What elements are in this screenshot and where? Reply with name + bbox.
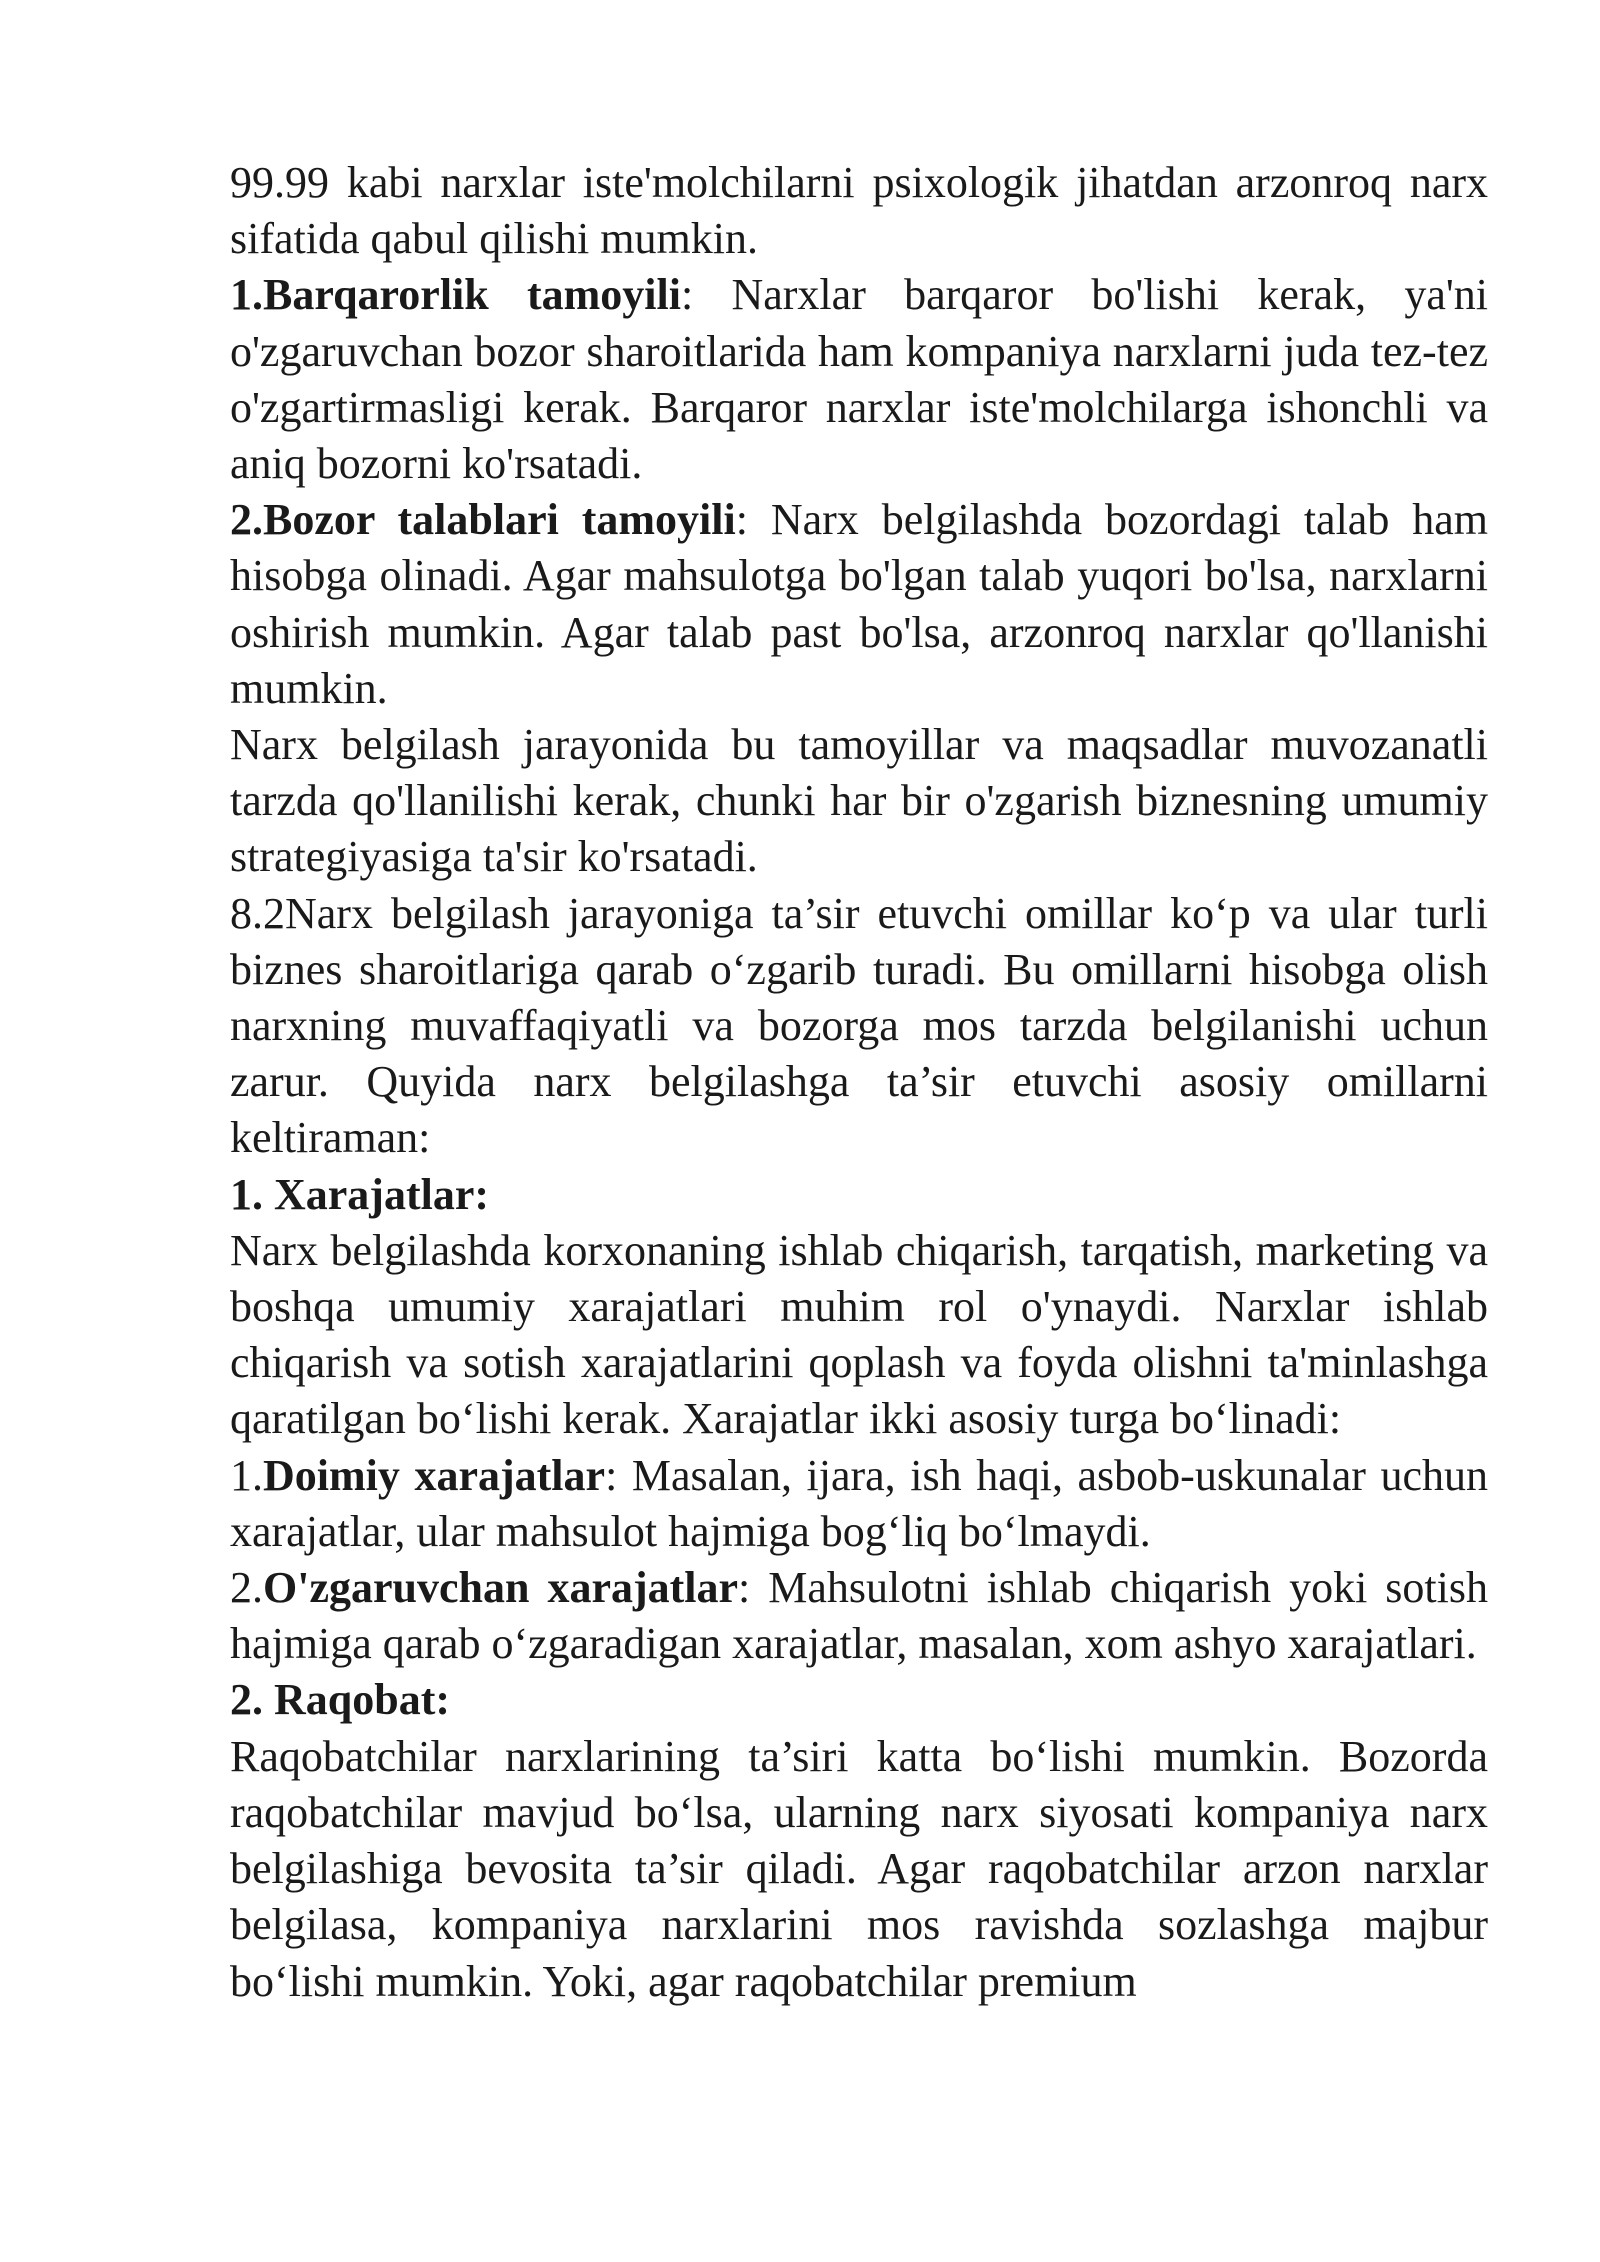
principle-stability-label: 1.Barqarorlik tamoyili	[230, 270, 681, 320]
principle-market-demand-separator: :	[735, 495, 748, 545]
conclusion-paragraph: Narx belgilash jarayonida bu tamoyillar va maqsadlar muvozanatli tarzda qo'llanilishi kerak, chunki har bir o'zgarish biznesning umumiy strategiyasiga ta'sir ko'rsatadi.	[230, 720, 1488, 882]
heading-costs: 1. Xarajatlar:	[230, 1169, 490, 1219]
cost-type-fixed-number: 1.	[230, 1450, 263, 1500]
principle-stability-separator: :	[680, 270, 694, 320]
cost-type-variable-separator: :	[738, 1563, 751, 1613]
cost-type-fixed-text: Masalan, ijara, ish haqi, asbob-uskunalar uchun xarajatlar, ular mahsulot hajmiga bog‘liq bo‘lmaydi.	[230, 1450, 1489, 1556]
principle-stability-text: Narxlar barqaror bo'lishi kerak, ya'ni o'zgaruvchan bozor sharoitlarida ham kompaniya narxlarni juda tez-tez o'zgartirmasligi kerak. Barqaror narxlar iste'molchilarga ishonchli va aniq bozorni ko'rsatadi.	[230, 270, 1489, 489]
intro-paragraph: 99.99 kabi narxlar iste'molchilarni psixologik jihatdan arzonroq narx sifatida qabul qilishi mumkin.	[230, 158, 1488, 264]
cost-type-variable-label: O'zgaruvchan xarajatlar	[263, 1563, 739, 1613]
costs-paragraph: Narx belgilashda korxonaning ishlab chiqarish, tarqatish, marketing va boshqa umumiy xarajatlari muhim rol o'ynaydi. Narxlar ishlab chiqarish va sotish xarajatlarini qoplash va foyda olishni ta'minlashga qaratilgan bo‘lishi kerak. Xarajatlar ikki asosiy turga bo‘linadi:	[230, 1225, 1488, 1444]
document-page	[230, 155, 1488, 2010]
cost-type-fixed	[230, 1448, 1488, 1560]
competition-paragraph: Raqobatchilar narxlarining ta’siri katta bo‘lishi mumkin. Bozorda raqobatchilar mavjud bo‘lsa, ularning narx siyosati kompaniya narx belgilashiga bevosita ta’sir qiladi. Agar raqobatchilar arzon narxlar belgilasa, kompaniya narxlarini mos ravishda sozlashga majbur bo‘lishi mumkin. Yoki, agar raqobatchilar premium	[230, 1731, 1488, 2006]
principle-stability	[230, 267, 1488, 492]
principle-market-demand	[230, 492, 1488, 717]
principle-market-demand-label: 2.Bozor talablari tamoyili	[230, 495, 736, 545]
cost-type-fixed-separator: :	[605, 1450, 618, 1500]
cost-type-variable-number: 2.	[230, 1563, 263, 1613]
section-8-2-paragraph: 8.2Narx belgilash jarayoniga ta’sir etuvchi omillar ko‘p va ular turli biznes sharoitlariga qarab o‘zgarib turadi. Bu omillarni hisobga olish narxning muvaffaqiyatli va bozorga mos tarzda belgilanishi uchun zarur. Quyida narx belgilashga ta’sir etuvchi asosiy omillarni keltiraman:	[230, 888, 1488, 1163]
cost-type-fixed-label: Doimiy xarajatlar	[263, 1450, 606, 1500]
principle-market-demand-text: Narx belgilashda bozordagi talab ham hisobga olinadi. Agar mahsulotga bo'lgan talab yuqori bo'lsa, narxlarni oshirish mumkin. Agar talab past bo'lsa, arzonroq narxlar qo'llanishi mumkin.	[230, 495, 1488, 713]
cost-type-variable	[230, 1560, 1488, 1672]
heading-competition: 2. Raqobat:	[230, 1675, 451, 1725]
cost-type-variable-text: Mahsulotni ishlab chiqarish yoki sotish hajmiga qarab o‘zgaradigan xarajatlar, masalan, xom ashyo xarajatlari.	[230, 1563, 1488, 1669]
